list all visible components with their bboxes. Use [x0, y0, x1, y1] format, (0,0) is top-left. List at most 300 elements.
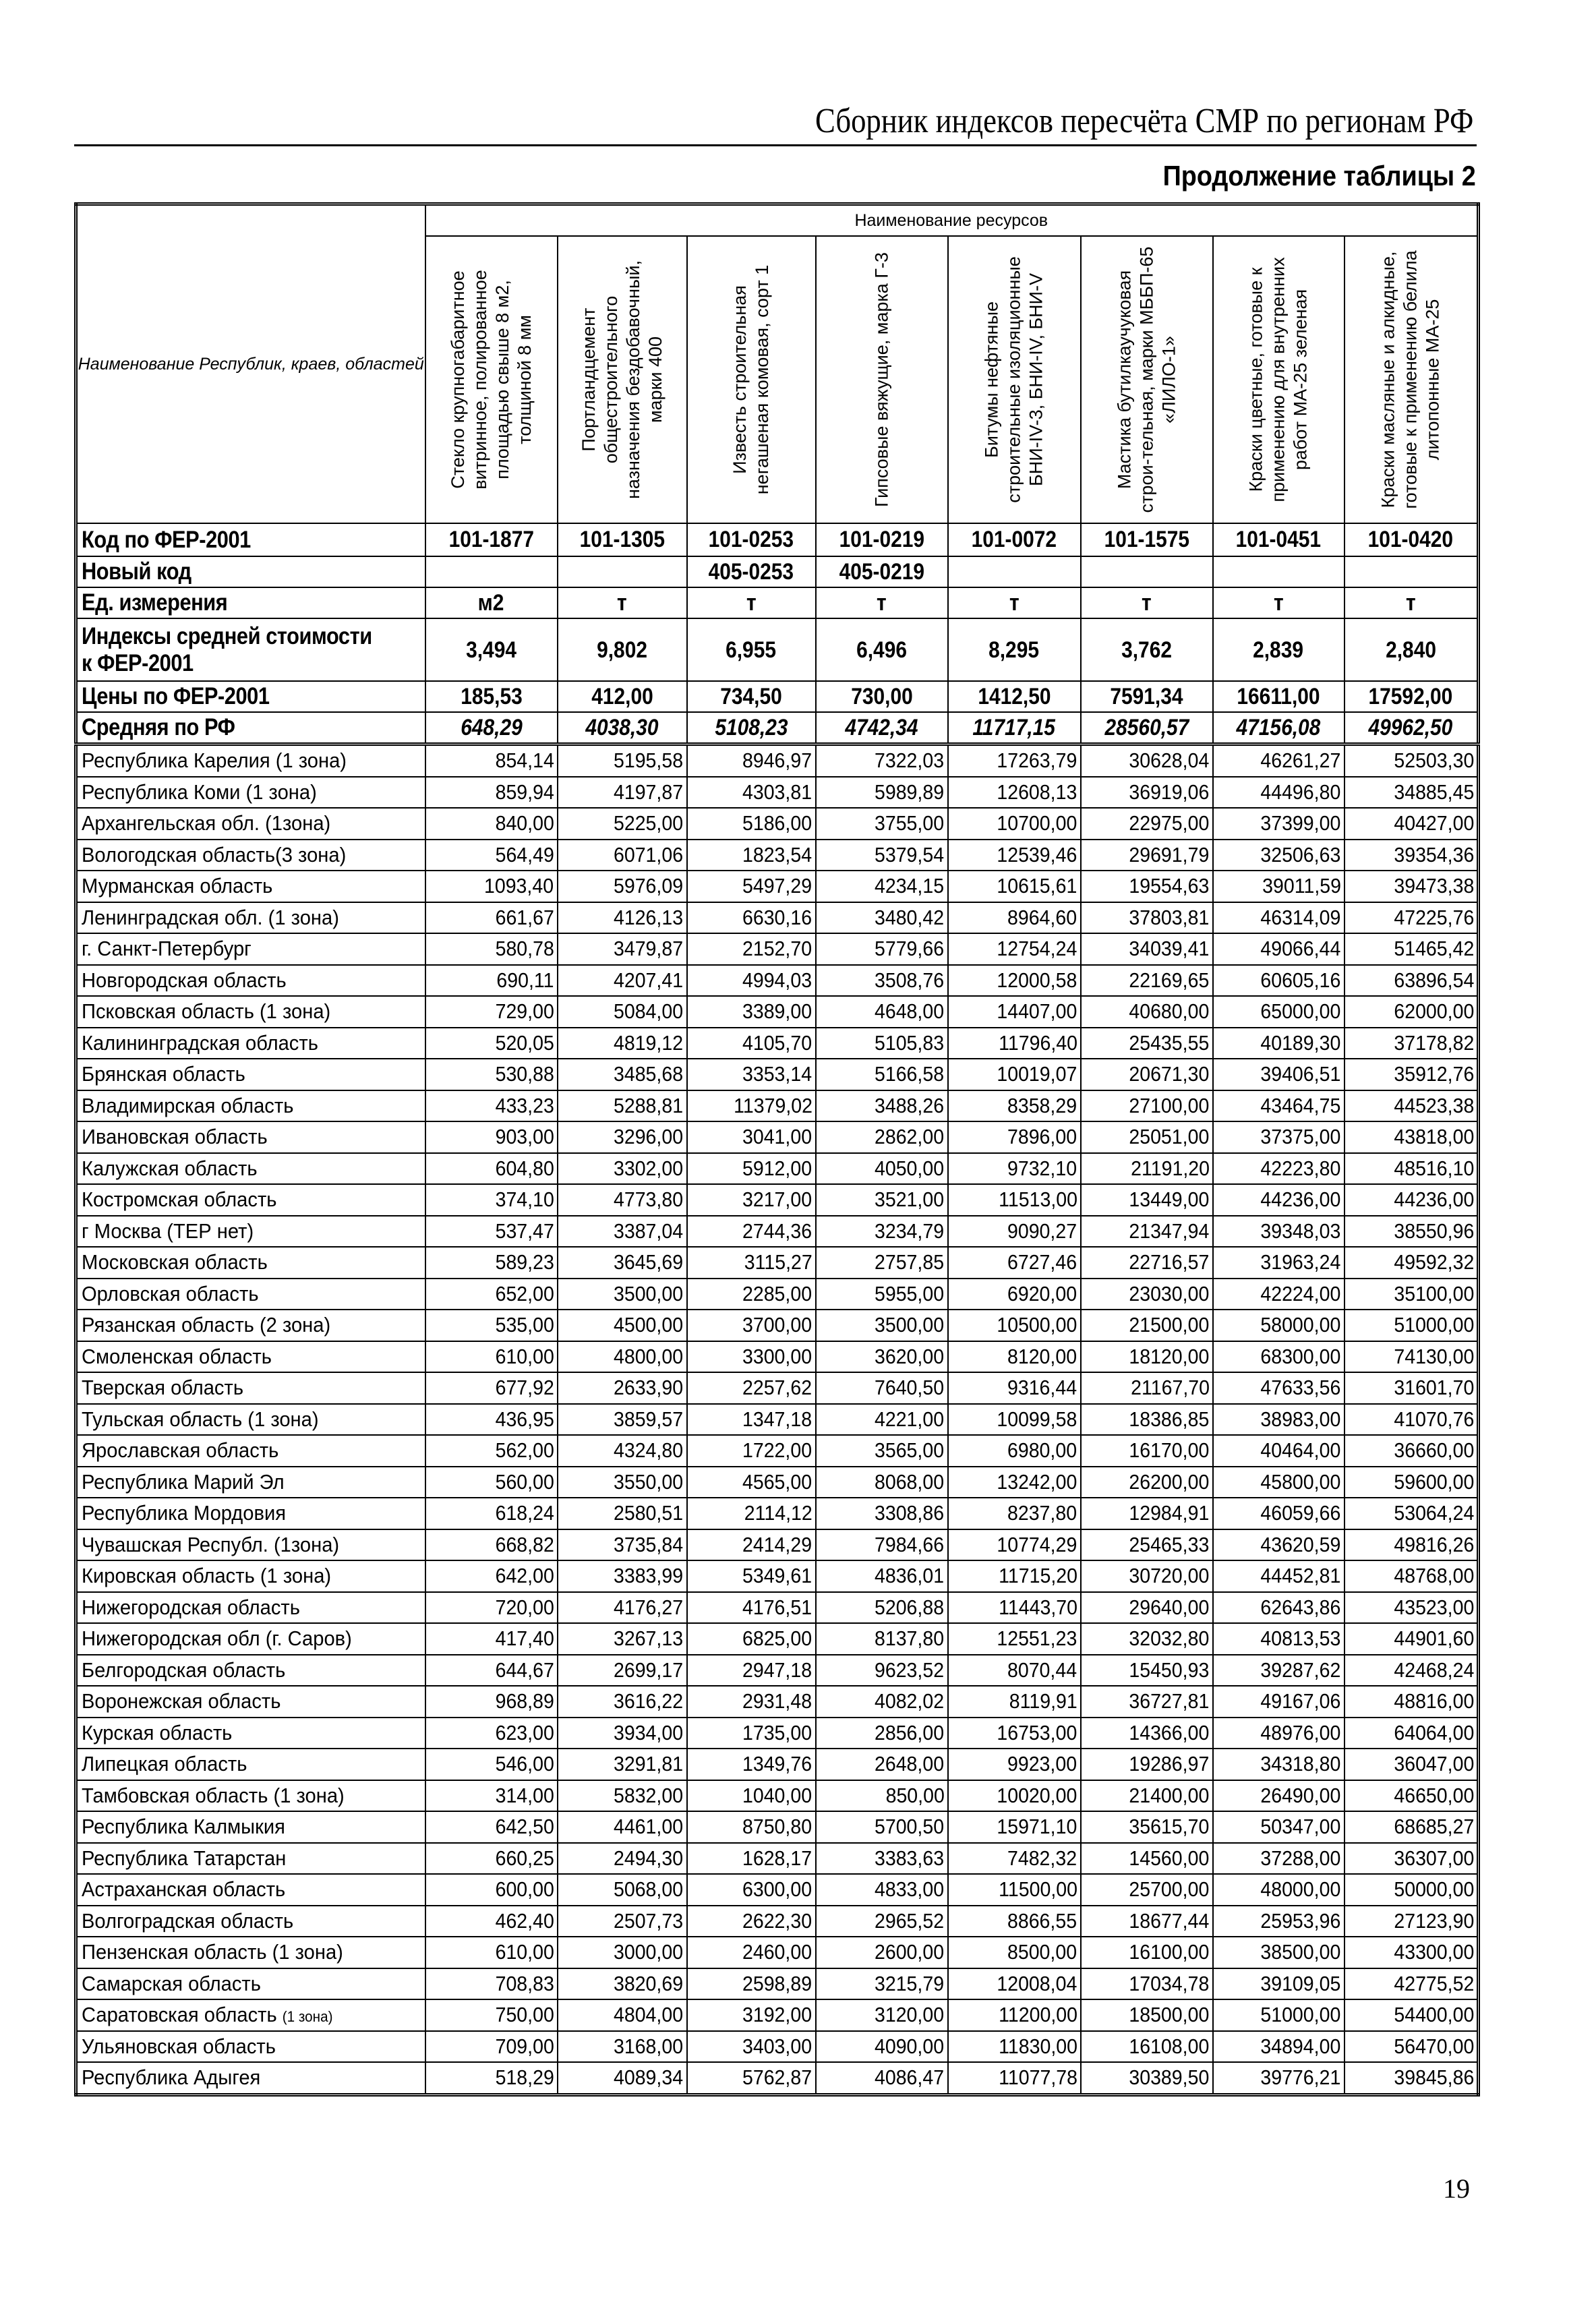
meta-cell: [425, 523, 558, 556]
price-value: 34318,80: [1260, 1752, 1341, 1776]
region-name: [82, 968, 287, 993]
price-cell: [1344, 1874, 1479, 1906]
price-value: 43464,75: [1260, 1093, 1341, 1117]
meta-cell-value: 101-1305: [579, 527, 665, 552]
meta-cell: [1213, 712, 1344, 744]
price-cell: [1081, 1560, 1213, 1592]
price-value: 37399,00: [1260, 811, 1341, 835]
region-name-cell: [76, 1560, 425, 1592]
meta-cell: [948, 556, 1081, 587]
price-value: 26490,00: [1260, 1783, 1341, 1807]
price-cell: [558, 744, 687, 777]
price-cell: [1213, 1874, 1344, 1906]
table-row: [76, 1843, 1479, 1875]
price-cell: [1081, 1121, 1213, 1153]
table-row: [76, 1749, 1479, 1780]
price-cell: [687, 744, 816, 777]
region-name-text: Республика Татарстан: [82, 1846, 287, 1870]
price-value: 18677,44: [1129, 1908, 1210, 1933]
region-name-cell: [76, 1780, 425, 1812]
region-name-cell: [76, 840, 425, 871]
price-value: 43523,00: [1394, 1595, 1475, 1619]
price-value: 4836,01: [875, 1564, 945, 1588]
region-name-cell: [76, 1279, 425, 1310]
price-cell: [1344, 1937, 1479, 1968]
price-cell: [816, 1184, 948, 1216]
price-value: 39354,36: [1394, 842, 1475, 867]
price-value: 44901,60: [1394, 1626, 1475, 1651]
price-cell: [948, 1279, 1081, 1310]
price-value: 51000,00: [1260, 2003, 1341, 2027]
price-cell: [687, 1153, 816, 1185]
region-name-cell: [76, 1121, 425, 1153]
price-cell: [948, 933, 1081, 965]
price-value: 854,14: [495, 749, 554, 773]
price-cell: [425, 1153, 558, 1185]
resource-column-label: Битумы нефтяные строительные изоляционные БНИ-IV-3, БНИ-IV, БНИ-V: [981, 256, 1046, 503]
price-value: 41070,76: [1394, 1407, 1475, 1431]
region-name-text: Ярославская область: [82, 1438, 279, 1463]
meta-cell-value: 405-0253: [708, 558, 794, 585]
price-value: 8500,00: [1007, 1940, 1077, 1964]
price-cell: [425, 871, 558, 902]
price-cell: [558, 808, 687, 840]
region-name-text: Липецкая область: [82, 1752, 247, 1776]
price-value: 1823,54: [742, 842, 812, 867]
price-cell: [425, 1404, 558, 1436]
region-name-text: Мурманская область: [82, 874, 273, 898]
price-cell: [948, 1028, 1081, 1059]
price-cell: [1344, 2062, 1479, 2094]
region-name: [82, 780, 317, 804]
price-value: 8068,00: [875, 1469, 945, 1494]
price-cell: [425, 808, 558, 840]
price-value: 49167,06: [1260, 1689, 1341, 1713]
price-value: 5105,83: [875, 1030, 945, 1055]
price-value: 610,00: [495, 1344, 554, 1368]
region-name-text: Республика Адыгея: [82, 2065, 261, 2090]
region-name-cell: [76, 1247, 425, 1279]
price-cell: [558, 933, 687, 965]
price-value: 2494,30: [614, 1846, 684, 1870]
region-name-cell: [76, 933, 425, 965]
price-cell: [948, 1999, 1081, 2031]
price-cell: [1081, 1906, 1213, 1937]
meta-cell-value: 101-1575: [1104, 527, 1189, 552]
price-value: 642,50: [495, 1815, 554, 1839]
price-cell: [687, 1968, 816, 2000]
price-value: 22169,65: [1129, 968, 1210, 992]
price-cell: [558, 1655, 687, 1687]
price-value: 4126,13: [614, 905, 684, 929]
price-cell: [1344, 1247, 1479, 1279]
price-value: 22975,00: [1129, 811, 1210, 835]
region-name-cell: [76, 1811, 425, 1843]
price-value: 64064,00: [1394, 1720, 1475, 1744]
meta-row-label: [76, 587, 425, 618]
table-row: [76, 1153, 1479, 1185]
meta-cell: [816, 523, 948, 556]
region-name-cell: [76, 1184, 425, 1216]
region-name-cell: [76, 1718, 425, 1749]
price-value: 40680,00: [1129, 999, 1210, 1024]
meta-cell-value: 6,496: [856, 637, 907, 663]
price-cell: [687, 1655, 816, 1687]
price-value: 16100,00: [1129, 1940, 1210, 1964]
region-name-cell: [76, 1686, 425, 1718]
price-cell: [1213, 1811, 1344, 1843]
price-value: 720,00: [495, 1595, 554, 1619]
price-value: 3215,79: [875, 1971, 945, 1995]
price-cell: [1344, 1718, 1479, 1749]
price-cell: [687, 1749, 816, 1780]
price-cell: [425, 1874, 558, 1906]
price-value: 6630,16: [742, 905, 812, 929]
price-value: 12754,24: [997, 937, 1077, 961]
meta-row: [76, 618, 1479, 681]
price-cell: [687, 1247, 816, 1279]
price-cell: [816, 1341, 948, 1373]
price-value: 35912,76: [1394, 1062, 1475, 1086]
meta-cell: [816, 712, 948, 744]
price-cell: [1081, 1059, 1213, 1090]
price-cell: [816, 1843, 948, 1875]
price-value: 39473,38: [1394, 874, 1475, 898]
price-value: 433,23: [495, 1093, 554, 1117]
price-cell: [425, 1341, 558, 1373]
region-name-text: Саратовская область: [82, 2003, 277, 2027]
price-cell: [1213, 1028, 1344, 1059]
price-value: 36660,00: [1394, 1438, 1475, 1463]
price-cell: [1081, 2031, 1213, 2063]
meta-cell-value: 16611,00: [1237, 683, 1320, 709]
region-name-text: Самарская область: [82, 1971, 261, 1995]
price-cell: [425, 1247, 558, 1279]
price-cell: [425, 2031, 558, 2063]
region-name-text: Республика Мордовия: [82, 1501, 287, 1525]
price-value: 5195,58: [614, 749, 684, 773]
price-cell: [1213, 1655, 1344, 1687]
price-value: 1040,00: [742, 1783, 812, 1807]
price-cell: [1344, 1843, 1479, 1875]
meta-cell-value: 9,802: [597, 637, 647, 663]
price-cell: [816, 1874, 948, 1906]
price-value: 36047,00: [1394, 1752, 1475, 1776]
region-name-cell: [76, 1153, 425, 1185]
price-cell: [425, 1780, 558, 1812]
price-value: 968,89: [495, 1689, 554, 1713]
price-cell: [687, 902, 816, 934]
page-number: 19: [1443, 2173, 1470, 2204]
region-name-cell: [76, 1906, 425, 1937]
meta-cell-value: 4038,30: [585, 714, 659, 740]
price-value: 42775,52: [1394, 1971, 1475, 1995]
price-cell: [558, 1435, 687, 1467]
meta-cell: [1081, 681, 1213, 712]
price-cell: [816, 1279, 948, 1310]
meta-cell-value: 11717,15: [972, 714, 1056, 740]
price-value: 4089,34: [614, 2065, 684, 2090]
price-value: 3620,00: [875, 1344, 945, 1368]
region-name-text: Нижегородская обл (г. Саров): [82, 1626, 352, 1651]
price-value: 677,92: [495, 1376, 554, 1400]
price-value: 4082,02: [875, 1689, 945, 1713]
price-cell: [687, 1279, 816, 1310]
table-row: [76, 777, 1479, 809]
price-cell: [425, 1059, 558, 1090]
price-cell: [558, 1279, 687, 1310]
price-value: 62643,86: [1260, 1595, 1341, 1619]
price-cell: [1213, 1372, 1344, 1404]
price-cell: [425, 1560, 558, 1592]
price-value: 3700,00: [742, 1313, 812, 1337]
meta-cell: [948, 618, 1081, 681]
meta-row-label: [76, 618, 425, 681]
price-value: 49066,44: [1260, 937, 1341, 961]
table-row: [76, 1310, 1479, 1341]
price-value: 1347,18: [742, 1407, 812, 1431]
price-cell: [816, 1749, 948, 1780]
price-cell: [687, 1811, 816, 1843]
price-value: 3192,00: [742, 2003, 812, 2027]
price-value: 618,24: [495, 1501, 554, 1525]
meta-cell-value: 101-0219: [839, 527, 924, 552]
meta-cell-value: 1412,50: [977, 683, 1051, 709]
meta-cell: [687, 712, 816, 744]
price-value: 4994,03: [742, 968, 812, 992]
price-value: 65000,00: [1260, 999, 1341, 1024]
price-cell: [1081, 1184, 1213, 1216]
price-cell: [816, 902, 948, 934]
price-value: 21167,70: [1130, 1376, 1210, 1400]
price-value: 10020,00: [997, 1783, 1077, 1807]
price-cell: [1344, 1968, 1479, 2000]
price-value: 40464,00: [1260, 1438, 1341, 1463]
meta-cell: [687, 556, 816, 587]
price-cell: [558, 871, 687, 902]
price-value: 48768,00: [1394, 1564, 1475, 1588]
price-value: 34039,41: [1129, 937, 1210, 961]
region-name-text: Ивановская область: [82, 1125, 268, 1149]
price-cell: [558, 1028, 687, 1059]
price-value: 48000,00: [1260, 1877, 1341, 1902]
price-value: 5700,50: [875, 1815, 945, 1839]
price-cell: [1344, 965, 1479, 997]
price-value: 53064,24: [1394, 1501, 1475, 1525]
price-cell: [687, 1059, 816, 1090]
meta-cell: [1344, 618, 1479, 681]
meta-cell: [687, 587, 816, 618]
price-value: 4800,00: [614, 1344, 684, 1368]
meta-row: [76, 523, 1479, 556]
price-value: 31601,70: [1394, 1376, 1475, 1400]
price-cell: [1213, 1090, 1344, 1122]
price-cell: [816, 1906, 948, 1937]
price-value: 9316,44: [1007, 1376, 1077, 1400]
price-value: 32506,63: [1260, 842, 1341, 867]
price-cell: [816, 1655, 948, 1687]
region-name: [82, 1658, 285, 1682]
price-value: 8119,91: [1009, 1689, 1077, 1713]
region-name-text: Тамбовская область (1 зона): [82, 1783, 345, 1807]
price-value: 3267,13: [614, 1626, 684, 1651]
price-value: 3168,00: [614, 2034, 684, 2058]
price-cell: [1344, 1655, 1479, 1687]
region-name-text: Республика Марий Эл: [82, 1469, 285, 1494]
price-value: 644,67: [495, 1658, 554, 1682]
price-value: 5068,00: [614, 1877, 684, 1902]
meta-cell: [1213, 556, 1344, 587]
price-cell: [687, 1874, 816, 1906]
price-value: 1349,76: [742, 1752, 812, 1776]
price-cell: [1344, 1341, 1479, 1373]
price-cell: [1344, 1498, 1479, 1529]
meta-cell-value: 5108,23: [714, 714, 788, 740]
price-cell: [1344, 2031, 1479, 2063]
price-cell: [816, 1937, 948, 1968]
price-value: 4221,00: [875, 1407, 945, 1431]
price-cell: [425, 1435, 558, 1467]
price-cell: [948, 1686, 1081, 1718]
region-name-text: Республика Калмыкия: [82, 1815, 285, 1839]
price-value: 5989,89: [875, 780, 945, 804]
price-value: 3383,99: [614, 1564, 684, 1588]
price-value: 11443,70: [998, 1595, 1077, 1619]
table-row: [76, 902, 1479, 934]
price-cell: [425, 1467, 558, 1498]
price-value: 4833,00: [875, 1877, 945, 1902]
price-value: 903,00: [495, 1125, 554, 1149]
region-name-text: Тверская область: [82, 1376, 244, 1400]
meta-cell: [1344, 587, 1479, 618]
price-cell: [1213, 996, 1344, 1028]
price-cell: [1081, 1310, 1213, 1341]
price-value: 38550,96: [1394, 1219, 1475, 1243]
resource-column-label: Известь строительная негашеная комовая, сорт 1: [730, 264, 772, 495]
region-name-text: Тульская область (1 зона): [82, 1407, 319, 1431]
region-name: [82, 1721, 232, 1745]
table-row: [76, 1498, 1479, 1529]
price-value: 60605,16: [1260, 968, 1341, 992]
price-value: 39011,59: [1262, 874, 1341, 898]
price-value: 4105,70: [742, 1030, 812, 1055]
price-cell: [558, 1529, 687, 1561]
region-name: [82, 1376, 243, 1400]
region-name: [82, 1501, 286, 1525]
price-value: 38500,00: [1260, 1940, 1341, 1964]
price-cell: [1081, 840, 1213, 871]
price-cell: [948, 1121, 1081, 1153]
price-cell: [687, 1560, 816, 1592]
region-name: [82, 1533, 339, 1557]
meta-row-label-text: Цены по ФЕР-2001: [82, 683, 270, 709]
price-cell: [687, 1843, 816, 1875]
price-cell: [1344, 1686, 1479, 1718]
price-value: 35615,70: [1129, 1815, 1210, 1839]
region-name-cell: [76, 808, 425, 840]
table-row: [76, 965, 1479, 997]
price-cell: [1344, 1906, 1479, 1937]
price-cell: [558, 996, 687, 1028]
price-value: 10615,61: [997, 874, 1077, 898]
price-value: 8866,55: [1007, 1908, 1077, 1933]
price-cell: [1344, 1749, 1479, 1780]
price-cell: [816, 1153, 948, 1185]
price-cell: [816, 2062, 948, 2094]
price-value: 46261,27: [1260, 749, 1341, 773]
price-value: 6920,00: [1007, 1281, 1077, 1306]
price-cell: [1344, 871, 1479, 902]
table-row: [76, 744, 1479, 777]
region-name-text: Московская область: [82, 1250, 268, 1274]
price-value: 14560,00: [1129, 1846, 1210, 1870]
price-cell: [425, 1623, 558, 1655]
meta-cell: [1081, 618, 1213, 681]
price-cell: [558, 1843, 687, 1875]
price-cell: [1213, 1937, 1344, 1968]
price-cell: [558, 1906, 687, 1937]
region-name: [82, 1219, 254, 1243]
region-name: [82, 1438, 278, 1463]
price-value: 560,00: [495, 1469, 554, 1494]
meta-row-label-text: Новый код: [82, 558, 191, 585]
price-cell: [816, 1467, 948, 1498]
meta-cell-value: т: [1142, 589, 1152, 616]
price-cell: [816, 1498, 948, 1529]
price-cell: [816, 1404, 948, 1436]
price-value: 5497,29: [742, 874, 812, 898]
resource-column-header: [1344, 236, 1479, 523]
price-value: 3041,00: [742, 1125, 812, 1149]
table-row: [76, 1655, 1479, 1687]
meta-cell-value: 49962,50: [1368, 714, 1453, 740]
price-value: 417,40: [495, 1626, 554, 1651]
price-value: 11500,00: [998, 1877, 1077, 1902]
price-value: 9623,52: [875, 1658, 945, 1682]
price-value: 11513,00: [998, 1187, 1077, 1212]
region-name: [82, 1564, 331, 1588]
price-cell: [425, 1906, 558, 1937]
price-cell: [687, 1999, 816, 2031]
price-value: 5166,58: [875, 1062, 945, 1086]
price-value: 314,00: [495, 1783, 554, 1807]
price-value: 10099,58: [997, 1407, 1077, 1431]
price-cell: [1213, 1498, 1344, 1529]
price-cell: [948, 1623, 1081, 1655]
region-name-cell: [76, 1435, 425, 1467]
price-value: 17034,78: [1129, 1971, 1210, 1995]
meta-cell: [558, 587, 687, 618]
table-row: [76, 1999, 1479, 2031]
price-value: 4500,00: [614, 1313, 684, 1337]
index-table: [74, 202, 1480, 2096]
meta-cell: [558, 681, 687, 712]
price-cell: [1344, 1529, 1479, 1561]
price-value: 7322,03: [875, 749, 945, 773]
price-value: 8237,80: [1007, 1501, 1077, 1525]
price-value: 10774,29: [997, 1532, 1077, 1556]
region-name-cell: [76, 996, 425, 1028]
region-name: [82, 874, 272, 898]
price-cell: [558, 1749, 687, 1780]
meta-cell: [816, 587, 948, 618]
price-cell: [816, 1968, 948, 2000]
price-value: 2744,36: [742, 1219, 812, 1243]
price-cell: [558, 1153, 687, 1185]
price-cell: [1213, 1184, 1344, 1216]
price-cell: [816, 1090, 948, 1122]
price-value: 3300,00: [742, 1344, 812, 1368]
